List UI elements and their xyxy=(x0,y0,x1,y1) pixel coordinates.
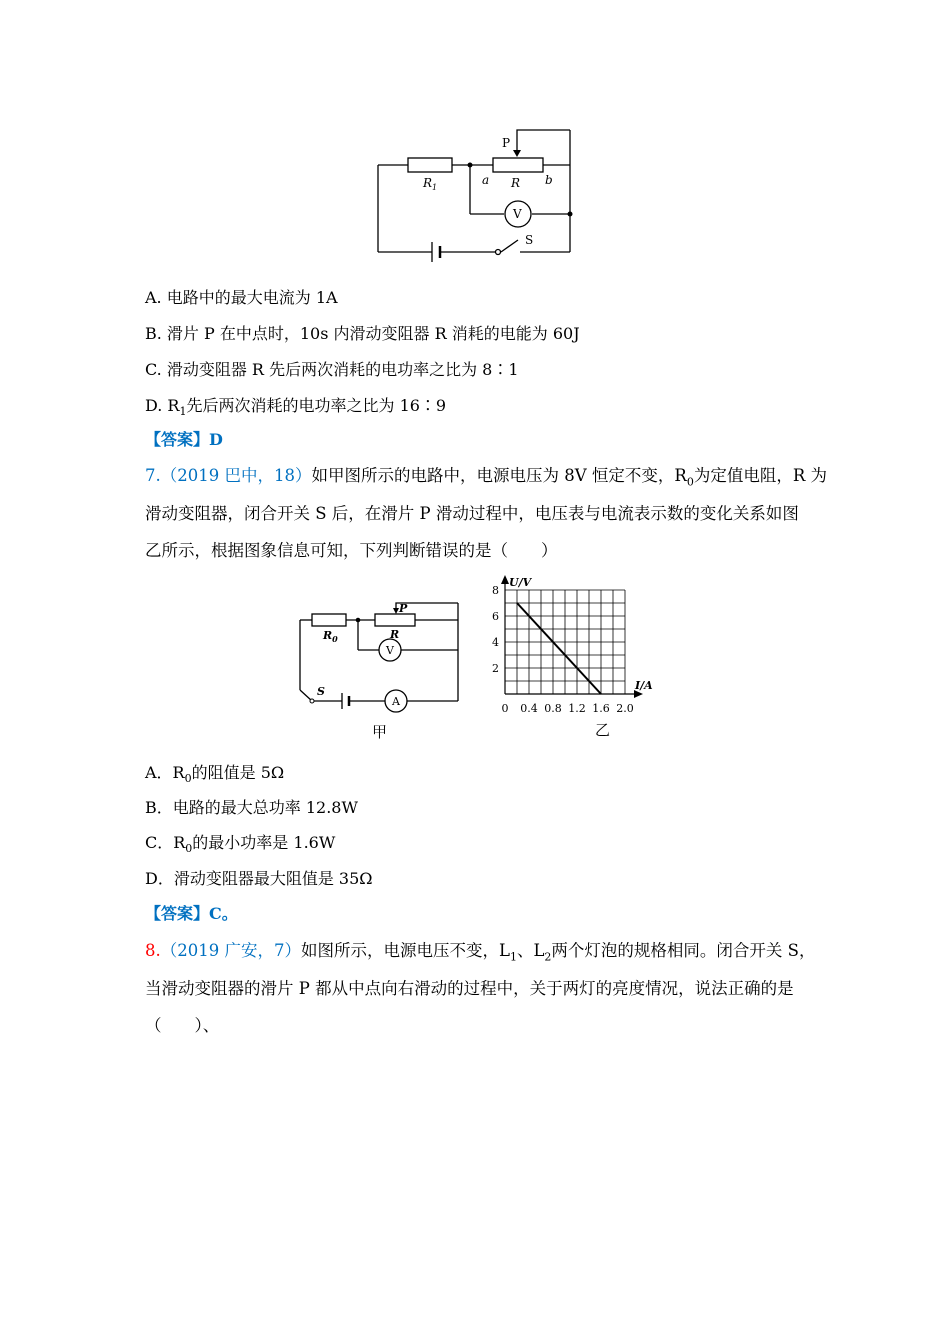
fig2-label-r: R xyxy=(390,628,400,641)
x-tick-label: 0 xyxy=(501,702,509,715)
q8-line-1: 8.（2019 广安，7）如图所示，电源电压不变，$L_1$、$L_2$两个灯泡的规格相同。闭合开关 S， xyxy=(145,941,816,964)
fig1-label-b: b xyxy=(545,173,553,187)
chart-ylabel: U/V xyxy=(509,576,532,589)
x-tick-label: 0.4 xyxy=(520,702,538,715)
fig2-caption: 甲 xyxy=(372,723,388,741)
series-line xyxy=(517,603,601,694)
q7-option-b: B．电路的最大总功率 12.8W xyxy=(145,798,358,817)
q7-line-1: 7.（2019 巴中，18）如甲图所示的电路中，电源电压为 8V 恒定不变，$R_0$为定值电阻，R 为 xyxy=(145,466,827,489)
fig1-label-r1: $R_1$ xyxy=(423,176,438,192)
chart-caption: 乙 xyxy=(595,721,611,739)
fig1-label-a: a xyxy=(482,173,490,187)
x-tick-label: 1.6 xyxy=(592,702,610,715)
x-tick-label: 2.0 xyxy=(616,702,634,715)
fig1-label-r: R xyxy=(511,176,521,190)
chart-xlabel: I/A xyxy=(635,679,653,692)
q6-option-a: A. 电路中的最大电流为 1A xyxy=(145,288,338,307)
q7-answer: 【答案】C。 xyxy=(145,904,238,923)
fig2-ammeter-label: A xyxy=(392,695,400,708)
x-tick-label: 0.8 xyxy=(544,702,562,715)
circuit-figure-jia xyxy=(290,595,470,743)
q6-option-b: B. 滑片 P 在中点时，10s 内滑动变阻器 R 消耗的电能为 60J xyxy=(145,324,580,343)
fig2-label-p: P xyxy=(399,602,408,615)
x-tick-label: 1.2 xyxy=(568,702,586,715)
q7-option-c: C．$R_0$的最小功率是 1.6W xyxy=(145,833,336,856)
q8-line-2: 当滑动变阻器的滑片 P 都从中点向右滑动的过程中，关于两灯的亮度情况，说法正确的是 xyxy=(145,979,794,998)
fig1-label-p: P xyxy=(502,136,511,150)
y-tick-label: 8 xyxy=(492,584,499,597)
q7-line-2: 滑动变阻器，闭合开关 S 后，在滑片 P 滑动过程中，电压表与电流表示数的变化关系如图 xyxy=(145,504,799,523)
fig2-label-s: S xyxy=(317,685,325,698)
fig2-voltmeter-label: V xyxy=(386,644,394,657)
q7-option-a: A．$R_0$的阻值是 5Ω xyxy=(145,763,285,786)
q8-line-3: （ ）、 xyxy=(145,1016,220,1035)
q7-option-d: D．滑动变阻器最大阻值是 35Ω xyxy=(145,869,373,888)
q6-option-d: D. $R_1$先后两次消耗的电功率之比为 16∶9 xyxy=(145,396,447,419)
fig2-label-r0: $R_0$ xyxy=(323,629,338,644)
q7-line-3: 乙所示，根据图象信息可知，下列判断错误的是（ ） xyxy=(145,541,558,560)
y-tick-label: 2 xyxy=(492,662,499,675)
chart-yi xyxy=(485,572,665,744)
q6-answer: 【答案】D xyxy=(145,430,223,449)
q6-option-c: C. 滑动变阻器 R 先后两次消耗的电功率之比为 8∶1 xyxy=(145,360,519,379)
y-tick-label: 4 xyxy=(492,636,499,649)
y-tick-label: 6 xyxy=(492,610,499,623)
fig1-label-s: S xyxy=(525,233,534,247)
circuit-figure-1 xyxy=(370,125,585,265)
fig1-voltmeter-label: V xyxy=(513,207,522,221)
